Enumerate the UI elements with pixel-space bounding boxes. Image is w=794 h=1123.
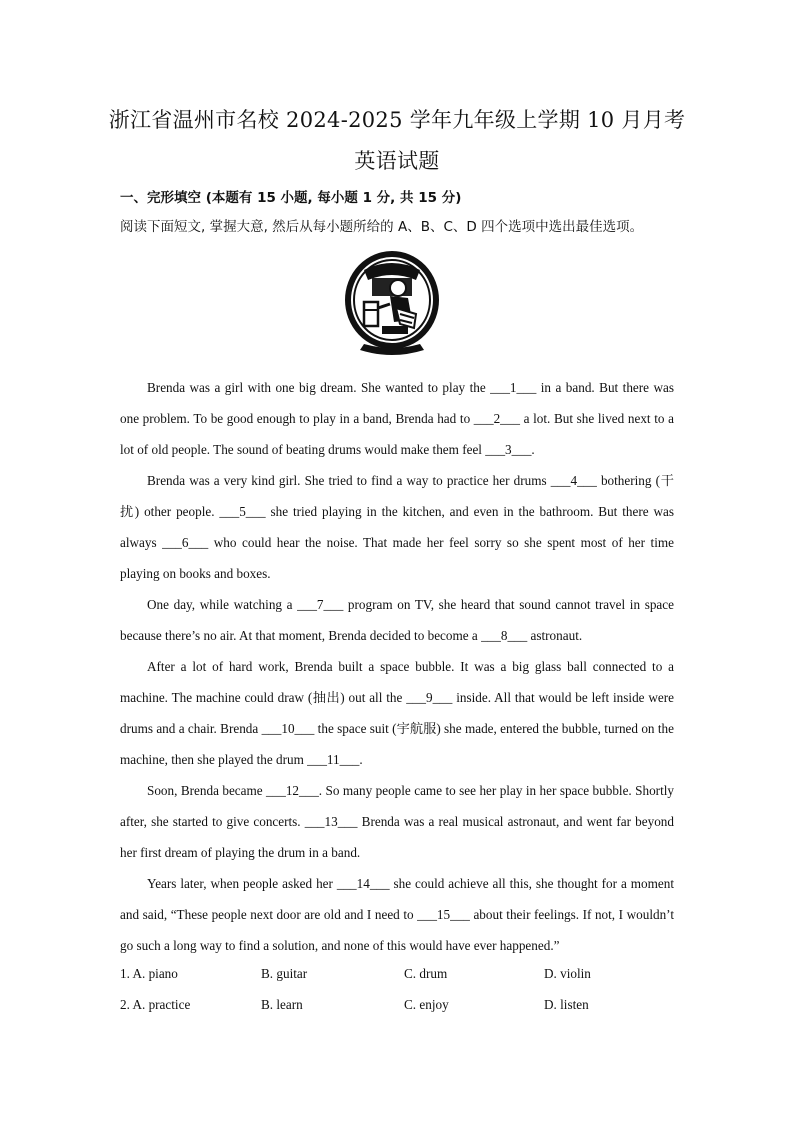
passage-paragraph-4: After a lot of hard work, Brenda built a space bubble. It was a big glass ball connected to a machine. The machine could draw (抽出) out all the ___9___ inside. All that would be left inside were drums and a chair. Brenda ___10___ the space suit (宇航服) she made, entered the bubble, turned on the machine, then she played the drum ___11___. (120, 659, 674, 767)
passage-paragraph-6: Years later, when people asked her ___14___ she could achieve all this, she thought for a moment and said, “These people next door are old and I need to ___15___ about their feelings. If not, I wouldn’t go such a long way to find a solution, and none of this would have ever happened.” (120, 876, 674, 953)
page-title: 浙江省温州市名校 2024-2025 学年九年级上学期 10 月月考 (108, 108, 686, 132)
page-subtitle: 英语试题 (354, 149, 440, 173)
passage-paragraph-3: One day, while watching a ___7___ program on TV, she heard that sound cannot travel in space because there’s no air. At that moment, Brenda decided to become a ___8___ astronaut. (120, 597, 674, 643)
option-d: D. listen (544, 997, 589, 1012)
option-c: C. drum (404, 966, 448, 981)
drummer-in-bubble-illustration (342, 248, 442, 362)
question-1-options (120, 966, 680, 986)
option-d: D. violin (544, 966, 591, 981)
option-a: 1. A. piano (120, 966, 178, 981)
passage-paragraph-2: Brenda was a very kind girl. She tried to find a way to practice her drums ___4___ bothering (干扰) other people. ___5___ she tried playing in the kitchen, and even in the bathroom. But there was always ___6___ who could hear the noise. That made her feel sorry so she spent most of her time playing on books and boxes. (120, 473, 674, 581)
option-a: 2. A. practice (120, 997, 191, 1012)
option-c: C. enjoy (404, 997, 449, 1012)
question-2-options (120, 997, 680, 1017)
option-b: B. guitar (261, 966, 308, 981)
passage-paragraph-5: Soon, Brenda became ___12___. So many people came to see her play in her space bubble. Shortly after, she started to give concerts. ___13___ Brenda was a real musical astronaut, and went far beyond her first dream of playing the drum in a band. (120, 783, 674, 860)
cloze-passage (120, 372, 674, 961)
section-instruction: 阅读下面短文, 掌握大意, 然后从每小题所给的 A、B、C、D 四个选项中选出最佳选项。 (120, 219, 644, 235)
section-heading: 一、完形填空 (本题有 15 小题, 每小题 1 分, 共 15 分) (120, 190, 462, 206)
option-b: B. learn (261, 997, 303, 1012)
passage-paragraph-1: Brenda was a girl with one big dream. She wanted to play the ___1___ in a band. But there was one problem. To be good enough to play in a band, Brenda had to ___2___ a lot. But she lived next to a lot of old people. The sound of beating drums would make them feel ___3___. (120, 380, 674, 457)
